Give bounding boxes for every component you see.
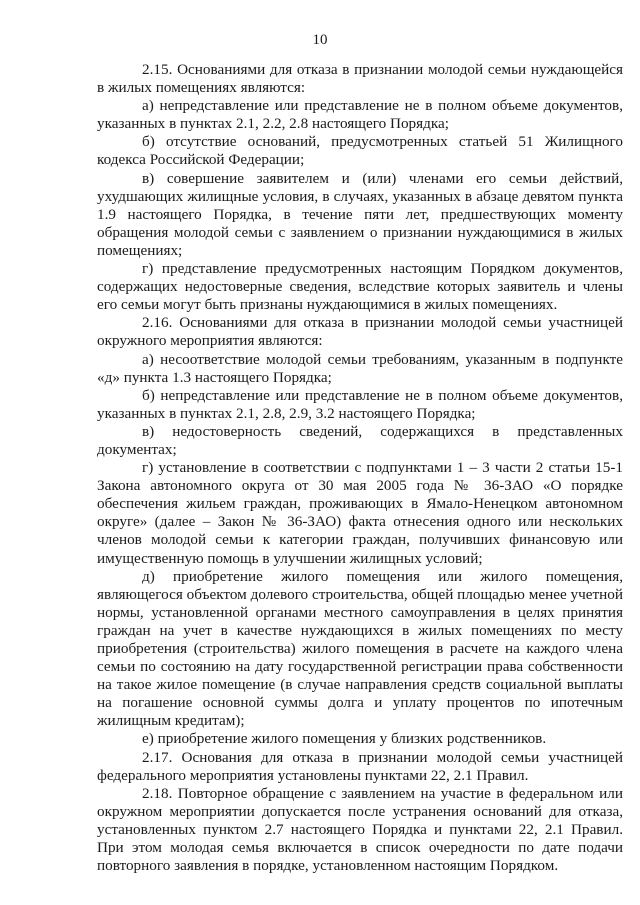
paragraph-2-15-v: в) совершение заявителем и (или) членами его семьи действий, ухудшающих жилищные условия, в случаях, указанных в абзаце девятом пункта 1.9 настоящего Порядка, в течение пяти лет, предшествующих моменту обращения молодой семьи с заявлением о признании нуждающимися в жилых помещениях; bbox=[97, 169, 623, 259]
paragraph-2-18: 2.18. Повторное обращение с заявлением на участие в федеральном или окружном мероприятии допускается после устранения оснований для отказа, установленных пунктом 2.7 настоящего Порядка и пунктами 22, 2.1 Правил. При этом молодая семья включается в список очередности по дате подачи повторного заявления в порядке, установленном настоящим Порядком. bbox=[97, 784, 623, 875]
paragraph-2-16-d: д) приобретение жилого помещения или жилого помещения, являющегося объектом долевого строительства, общей площадью менее учетной нормы, установленной органами местного самоуправления в целях принятия граждан на учет в качестве нуждающихся в жилых помещениях по месту приобретения (строительства) жилого помещения в расчете на каждого члена семьи по состоянию на дату государственной регистрации права собственности на такое жилое помещение (в случае направления средств социальной выплаты на погашение основной суммы долга и уплату процентов по ипотечным жилищным кредитам); bbox=[97, 567, 623, 730]
paragraph-2-16-a: а) несоответствие молодой семьи требованиям, указанным в подпункте «д» пункта 1.3 настоящего Порядка; bbox=[97, 350, 623, 386]
paragraph-2-16-g: г) установление в соответствии с подпунктами 1 – 3 части 2 статьи 15-1 Закона автономного округа от 30 мая 2005 года № 36-ЗАО «О порядке обеспечения жильем граждан, проживающих в Ямало-Ненецком автономном округе» (далее – Закон № 36-ЗАО) факта отнесения одного или нескольких членов молодой семьи к категории граждан, получивших финансовую или имущественную помощь в улучшении жилищных условий; bbox=[97, 459, 623, 567]
paragraph-2-16-b: б) непредставление или представление не в полном объеме документов, указанных в пунктах 2.1, 2.8, 2.9, 3.2 настоящего Порядка; bbox=[97, 386, 623, 422]
paragraph-2-15-g: г) представление предусмотренных настоящим Порядком документов, содержащих недостоверные сведения, вследствие которых заявитель и члены его семьи могут быть признаны нуждающимися в жилых помещениях. bbox=[97, 260, 623, 314]
paragraph-2-15: 2.15. Основаниями для отказа в признании молодой семьи нуждающейся в жилых помещениях являются: bbox=[97, 61, 623, 97]
paragraph-2-15-b: б) отсутствие оснований, предусмотренных статьей 51 Жилищного кодекса Российской Федерации; bbox=[97, 133, 623, 169]
paragraph-2-16: 2.16. Основаниями для отказа в признании молодой семьи участницей окружного мероприятия являются: bbox=[97, 314, 623, 350]
paragraph-2-15-a: а) непредставление или представление не в полном объеме документов, указанных в пунктах 2.1, 2.2, 2.8 настоящего Порядка; bbox=[97, 97, 623, 133]
page-number: 10 bbox=[312, 32, 328, 48]
document-body bbox=[97, 61, 623, 875]
paragraph-2-17: 2.17. Основания для отказа в признании молодой семьи участницей федерального мероприятия установлены пунктами 22, 2.1 Правил. bbox=[97, 748, 623, 784]
paragraph-2-16-v: в) недостоверность сведений, содержащихся в представленных документах; bbox=[97, 422, 623, 458]
paragraph-2-16-e: е) приобретение жилого помещения у близких родственников. bbox=[142, 730, 547, 748]
